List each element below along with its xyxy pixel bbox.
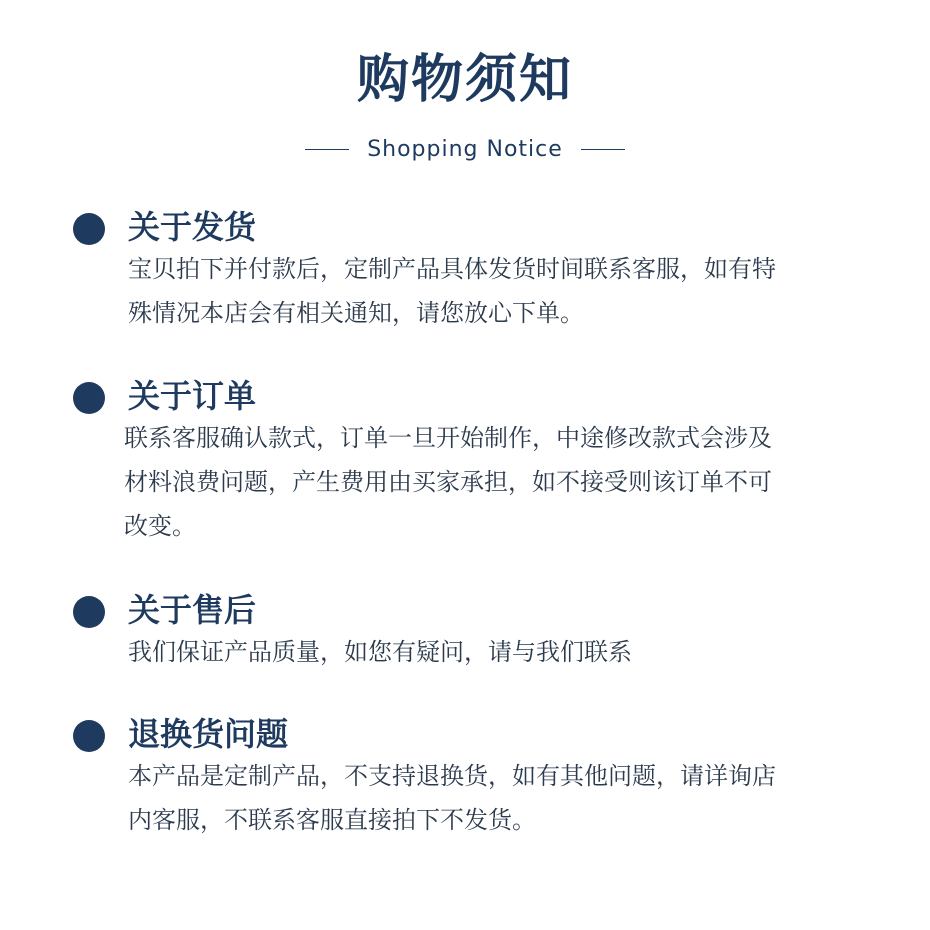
section-body [128, 754, 863, 842]
body-line: 材料浪费问题，产生费用由买家承担，如不接受则该订单不可 [124, 468, 772, 496]
bullet-dot [73, 596, 105, 628]
body-line: 我们保证产品质量，如您有疑问，请与我们联系 [128, 638, 632, 666]
body-line: 内客服，不联系客服直接拍下不发货。 [128, 806, 536, 834]
bullet-dot [73, 720, 105, 752]
page-title: 购物须知 [356, 50, 573, 110]
subtitle-row [0, 132, 930, 166]
body-line: 改变。 [124, 512, 196, 540]
body-line: 宝贝拍下并付款后，定制产品具体发货时间联系客服，如有特 [128, 255, 776, 283]
section-title: 退换货问题 [128, 715, 289, 753]
bullet-dot [73, 213, 105, 245]
section-title: 关于发货 [128, 208, 257, 246]
body-line: 本产品是定制产品，不支持退换货，如有其他问题，请详询店 [128, 762, 776, 790]
bullet-dot [73, 382, 105, 414]
body-line: 殊情况本店会有相关通知，请您放心下单。 [128, 299, 584, 327]
page-subtitle: Shopping Notice [367, 136, 563, 162]
body-line: 联系客服确认款式，订单一旦开始制作，中途修改款式会涉及 [124, 424, 772, 452]
section-title: 关于售后 [128, 591, 257, 629]
section-body [128, 630, 863, 674]
section-body [124, 416, 859, 548]
subtitle-divider-right [581, 149, 625, 150]
subtitle-divider-left [305, 149, 349, 150]
section-body [128, 247, 863, 335]
section-title: 关于订单 [128, 377, 257, 415]
